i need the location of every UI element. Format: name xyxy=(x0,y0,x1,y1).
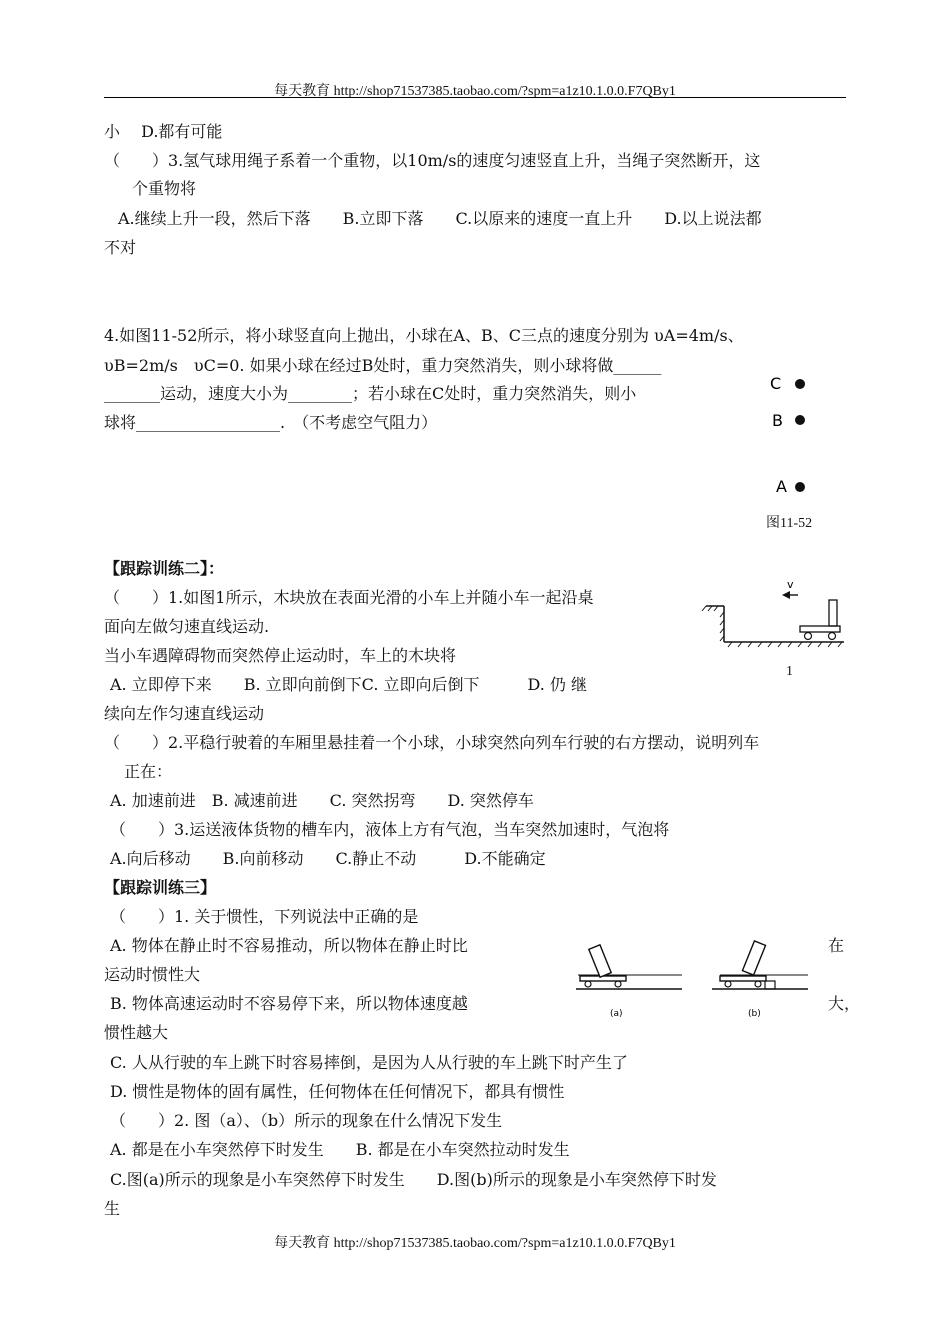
figure-11-52 xyxy=(760,368,830,508)
label-b: B xyxy=(772,411,783,430)
velocity-label: v xyxy=(787,578,794,591)
ball-c xyxy=(795,379,805,389)
cart-body xyxy=(800,626,840,632)
s3-q1-d: D. 惯性是物体的固有属性，任何物体在任何情况下，都具有惯性 xyxy=(110,1082,565,1101)
figure-a-b-carts xyxy=(570,938,810,1020)
cart-b-wheel-left xyxy=(725,981,731,987)
s3-q1-b-line1: B. 物体高速运动时不容易停下来，所以物体速度越 xyxy=(110,994,468,1013)
s3-q2-options1: A. 都是在小车突然停下时发生 B. 都是在小车突然拉动时发生 xyxy=(110,1140,570,1159)
q4-line3: _______运动，速度大小为________；若小球在C处时，重力突然消失，则小 xyxy=(104,384,637,403)
cart-wheel-left xyxy=(805,633,812,640)
s2-q1-options1: A. 立即停下来 B. 立即向前倒下C. 立即向后倒下 D. 仍 继 xyxy=(110,675,588,694)
s2-q1-line3: 当小车遇障碍物而突然停止运动时，车上的木块将 xyxy=(104,646,457,665)
s3-q1-line1: （ ）1. 关于惯性，下列说法中正确的是 xyxy=(110,907,419,926)
obstacle-b xyxy=(765,981,775,989)
q3-line2: 个重物将 xyxy=(132,179,197,198)
s3-q1-c: C. 人从行驶的车上跳下时容易摔倒，是因为人从行驶的车上跳下时产生了 xyxy=(110,1053,628,1072)
s2-q2-line1: （ ）2.平稳行驶着的车厢里悬挂着一个小球，小球突然向列车行驶的右方摆动，说明列车 xyxy=(104,733,760,752)
s3-q1-a-line1: A. 物体在静止时不容易推动，所以物体在静止时比 xyxy=(110,936,468,955)
s3-q1-a-tail: 在 xyxy=(828,936,845,955)
s3-q2-line1: （ ）2. 图（a）、（b）所示的现象在什么情况下发生 xyxy=(110,1111,503,1130)
s3-q2-options2: C.图(a)所示的现象是小车突然停下时发生 D.图(b)所示的现象是小车突然停下时发 xyxy=(110,1170,717,1189)
page-header: 每天教育 http://shop71537385.taobao.com/?spm=a1z10.1.0.0.F7QBy1 xyxy=(274,84,676,99)
cart-b-body xyxy=(720,976,766,981)
s2-q1-options2: 续向左作匀速直线运动 xyxy=(104,704,265,723)
cart-a-wheel-right xyxy=(615,981,621,987)
s2-q3-line1: （ ）3.运送液体货物的槽车内，液体上方有气泡，当车突然加速时，气泡将 xyxy=(110,820,670,839)
section3-title: 【跟踪训练三】 xyxy=(104,878,217,897)
s2-q1-line1: （ ）1.如图1所示，木块放在表面光滑的小车上并随小车一起沿桌 xyxy=(104,588,594,607)
s3-q1-b-line2: 惯性越大 xyxy=(104,1023,169,1042)
figure-11-52-caption: 图11-52 xyxy=(766,516,813,531)
cart-b-wheel-right xyxy=(755,981,761,987)
header-rule xyxy=(104,97,846,98)
wood-block xyxy=(829,600,837,626)
s3-q1-a-line2: 运动时惯性大 xyxy=(104,965,201,984)
s3-q1-b-tail: 大， xyxy=(828,994,861,1013)
label-a: A xyxy=(776,477,787,496)
s2-q1-line2: 面向左做匀速直线运动. xyxy=(104,617,270,636)
q2-tail: 小 D.都有可能 xyxy=(104,122,223,141)
s2-q3-options: A.向后移动 B.向前移动 C.静止不动 D.不能确定 xyxy=(110,849,546,868)
ball-a xyxy=(795,482,805,492)
q4-line4: 球将__________________. （不考虑空气阻力） xyxy=(104,413,438,432)
cart-a-wheel-left xyxy=(585,981,591,987)
q3-options-line1: A.继续上升一段，然后下落 B.立即下落 C.以原来的速度一直上升 D.以上说法都 xyxy=(118,209,762,228)
figure-1-cart xyxy=(702,578,852,658)
page-footer: 每天教育 http://shop71537385.taobao.com/?spm=a1z10.1.0.0.F7QBy1 xyxy=(274,1236,676,1251)
label-b: (b) xyxy=(748,1009,761,1019)
q4-line2: υB=2m/s υC=0. 如果小球在经过B处时，重力突然消失，则小球将做______ xyxy=(104,356,662,375)
s2-q2-options: A. 加速前进 B. 减速前进 C. 突然拐弯 D. 突然停车 xyxy=(110,791,534,810)
s3-q2-options3: 生 xyxy=(104,1199,121,1218)
cart-wheel-right xyxy=(829,633,836,640)
q3-line1: （ ）3.氢气球用绳子系着一个重物，以10m/s的速度匀速竖直上升，当绳子突然断开，这 xyxy=(104,151,761,170)
section2-title: 【跟踪训练二】： xyxy=(104,559,225,578)
arrow-head-icon xyxy=(782,591,790,599)
block-a xyxy=(589,945,611,977)
s2-q2-line2: 正在： xyxy=(124,762,173,781)
q3-options-line2: 不对 xyxy=(104,238,137,257)
ball-b xyxy=(795,415,805,425)
q4-line1: 4.如图11-52所示，将小球竖直向上抛出，小球在A、B、C三点的速度分别为 υA=4m/s、 xyxy=(104,326,744,345)
label-c: C xyxy=(770,374,782,393)
block-b xyxy=(742,941,765,975)
label-a: (a) xyxy=(610,1009,623,1019)
cart-a-body xyxy=(580,976,626,981)
figure-1-caption: 1 xyxy=(786,664,793,679)
